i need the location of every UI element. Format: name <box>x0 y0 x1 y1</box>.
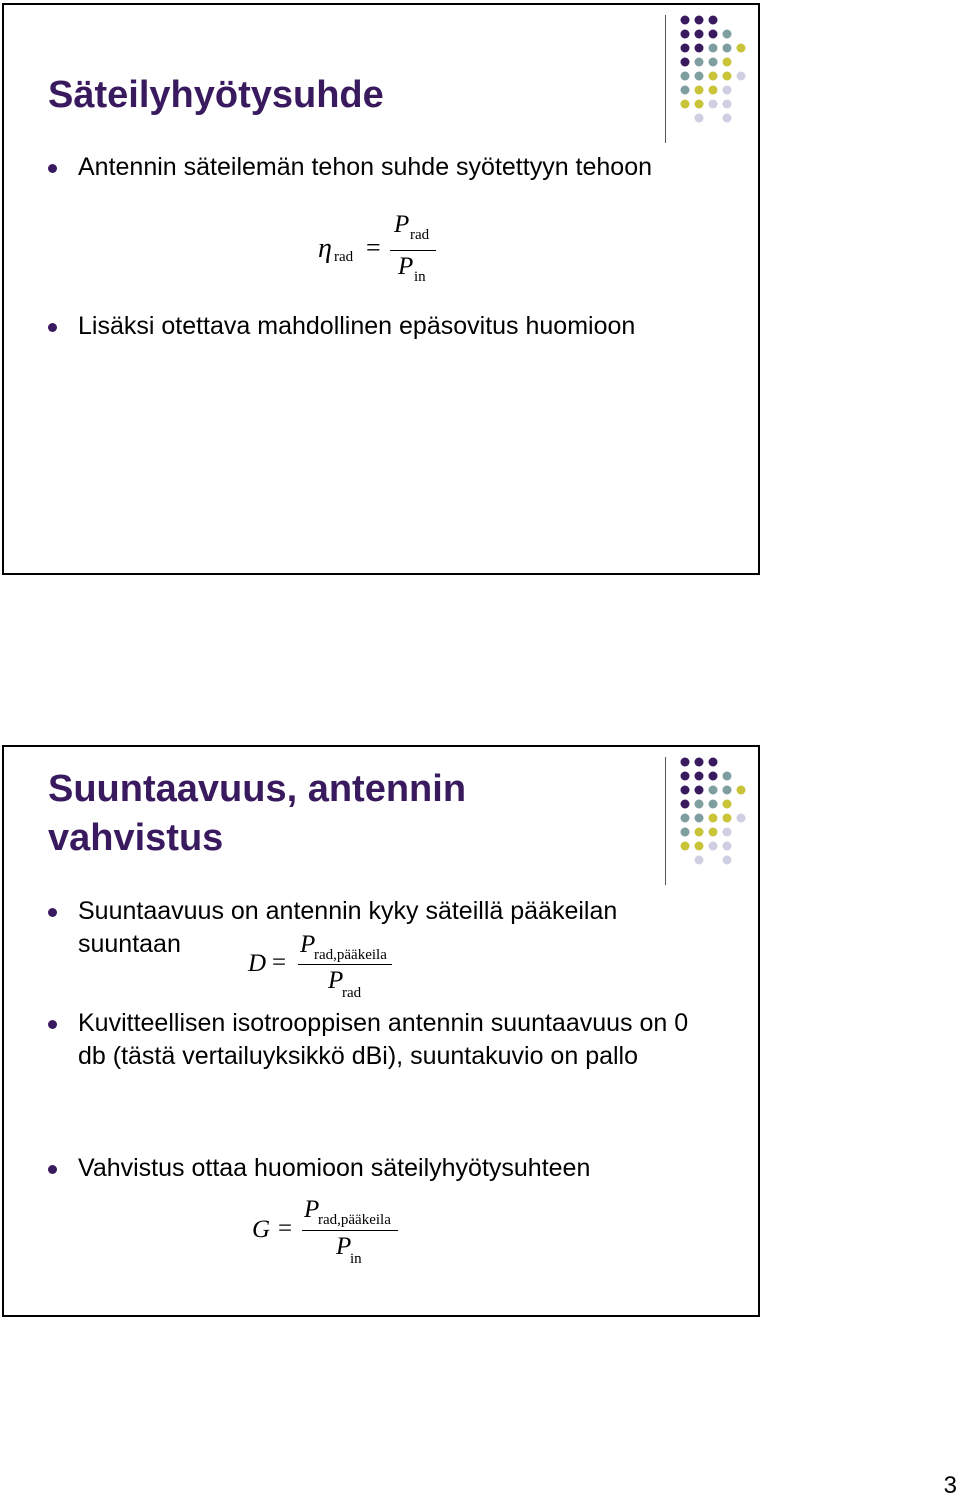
bullet-item <box>48 310 708 343</box>
formula-numerator: P <box>394 211 410 238</box>
slide-title-line: vahvistus <box>48 817 224 859</box>
page-number: 3 <box>943 1472 957 1499</box>
formula-equals: = <box>278 1215 293 1242</box>
formula-denominator-sub: in <box>414 269 426 285</box>
formula-lhs: G <box>252 1216 271 1243</box>
slide-2 <box>2 745 760 1317</box>
bullet-text: Vahvistus ottaa huomioon säteilyhyötysuhteen <box>78 1154 591 1182</box>
formula-numerator-sub: rad <box>410 227 430 243</box>
bullet-text: Lisäksi otettava mahdollinen epäsovitus huomioon <box>78 312 636 340</box>
formula-denominator: P <box>336 1233 352 1260</box>
divider-line <box>665 757 666 885</box>
formula-denominator-sub: rad <box>342 985 362 1001</box>
bullet-text: Kuvitteellisen isotrooppisen antennin suuntaavuus on 0 db (tästä vertailuyksikkö dBi), suuntakuvio on pallo <box>78 1009 689 1070</box>
bullet-text-line: Suuntaavuus on antennin kyky säteillä pääkeilan <box>78 897 618 925</box>
efficiency-formula <box>318 205 448 295</box>
formula-numerator: P <box>304 1196 320 1223</box>
formula-equals: = <box>272 949 287 976</box>
formula-lhs: D <box>248 950 267 977</box>
formula-denominator-sub: in <box>350 1251 362 1267</box>
bullet-text: Antennin säteilemän tehon suhde syötettyyn tehoon <box>78 153 653 181</box>
decorative-dot-grid-icon <box>680 757 760 867</box>
formula-numerator: P <box>300 931 316 958</box>
slide-title-line: Suuntaavuus, antennin <box>48 768 467 810</box>
bullet-icon <box>48 1165 57 1174</box>
formula-lhs-sub: rad <box>334 249 354 265</box>
formula-lhs: η <box>318 233 332 264</box>
directivity-formula <box>248 929 408 1009</box>
decorative-dot-grid-icon <box>680 15 760 125</box>
dot-grid <box>681 758 746 865</box>
divider-line <box>665 15 666 143</box>
bullet-item <box>48 151 708 184</box>
formula-denominator: P <box>398 253 414 280</box>
dot-grid <box>681 16 746 123</box>
fraction-line <box>302 1230 398 1231</box>
gain-formula <box>252 1195 422 1275</box>
bullet-text-line: suuntaan <box>78 930 181 958</box>
formula-equals: = <box>366 233 381 262</box>
bullet-icon <box>48 908 57 917</box>
bullet-icon <box>48 323 57 332</box>
formula-numerator-sub: rad,pääkeila <box>314 947 387 963</box>
bullet-icon <box>48 164 57 173</box>
fraction-line <box>390 250 436 251</box>
bullet-icon <box>48 1020 57 1029</box>
bullet-item <box>48 1152 708 1185</box>
slide-title: Säteilyhyötysuhde <box>48 74 384 116</box>
bullet-item <box>48 1007 708 1073</box>
fraction-line <box>298 964 392 965</box>
slide-title <box>48 765 466 863</box>
slide-1 <box>2 3 760 575</box>
formula-numerator-sub: rad,pääkeila <box>318 1212 391 1228</box>
formula-denominator: P <box>328 967 344 994</box>
